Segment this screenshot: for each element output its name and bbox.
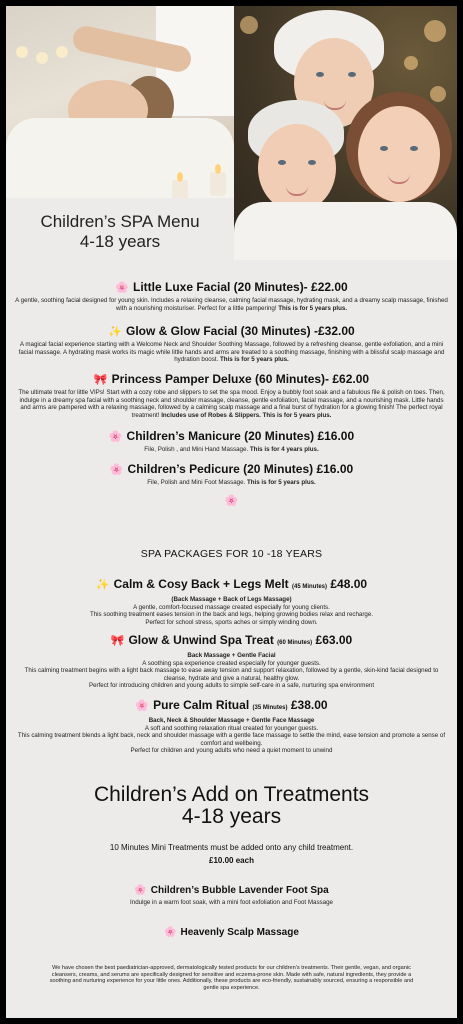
package-name: Calm & Cosy Back + Legs Melt: [113, 577, 289, 591]
treatment-pedicure: [14, 462, 449, 487]
addon-rule: 10 Minutes Mini Treatments must be added onto any child treatment.: [109, 843, 354, 852]
package-sub: Back Massage + Gentle Facial: [187, 652, 276, 659]
flower-icon: 🌸: [109, 464, 124, 476]
flower-divider-icon: 🌸: [224, 495, 239, 507]
treatment-name: Children’s Pedicure (20 Minutes) £16.00: [127, 462, 354, 476]
ribbon-icon: 🎀: [110, 635, 125, 647]
package-line: A gentle, comfort-focused massage created especially for young clients.: [133, 603, 330, 611]
addon-desc: Indulge in a warm foot soak, with a mini foot exfoliation and Foot Massage: [130, 899, 333, 906]
package-sub: Back, Neck & Shoulder Massage + Gentle Face Massage: [148, 717, 315, 724]
package-calm-cosy: [14, 577, 449, 626]
package-glow-unwind: [14, 633, 449, 690]
menu-page: [6, 6, 457, 1018]
addon-foot-spa: [14, 884, 449, 907]
treatment-glow-glow: [14, 324, 449, 364]
package-price: £63.00: [315, 633, 353, 647]
divider: [14, 491, 449, 509]
menu-title: Children’s SPA Menu: [40, 212, 200, 231]
flower-icon: 🌸: [135, 700, 150, 712]
treatment-age-note: This is for 5 years plus.: [219, 356, 289, 364]
treatment-desc: A gentle, soothing facial designed for young skin. Includes a relaxing cleanse, calming facial massage, hydrating mask, and a dreamy scalp massage, finished with a nourishing moisturiser. Perfect for a little pampering!: [15, 297, 448, 312]
spa-photo-three-girls: [234, 6, 457, 260]
menu-ages: 4-18 years: [79, 232, 161, 251]
treatment-age-note: This is for 5 years plus.: [278, 304, 348, 312]
package-name: Pure Calm Ritual: [153, 698, 250, 712]
treatment-desc: The ultimate treat for little VIPs! Start with a cozy robe and slippers to set the spa mood. Enjoy a bubbly foot soak and a fabulous file & polish on toes. Then, indulge in a dreamy spa facial with a soothing neck and shoulder massage, cleanse, gentle exfoliation, facial massage, and a nourishing mask. Little hands and arms are pampered with a relaxing massage, followed by a calming scalp massage and a final burst of hydration for a glowing finish! The perfect royal treatment!: [18, 389, 445, 419]
flower-icon: 🌸: [115, 282, 129, 294]
package-line: A soft and soothing relaxation ritual created for younger guests.: [144, 724, 319, 732]
treatment-name: Children’s Manicure (20 Minutes) £16.00: [126, 429, 355, 443]
package-duration: (45 Minutes): [292, 584, 328, 590]
treatment-name: Little Luxe Facial (20 Minutes)- £22.00: [132, 280, 348, 294]
spa-photo-child-facial: [6, 6, 234, 198]
treatment-age-note: This is for 5 years plus.: [246, 479, 316, 486]
sparkles-icon: ✨: [108, 326, 122, 338]
package-sub: (Back Massage + Back of Legs Massage): [171, 596, 292, 603]
package-line: Perfect for introducing children and young adults to simple self-care in a safe, nurturing spa environment: [88, 682, 375, 690]
product-footnote: We have chosen the best paediatrician-approved, dermatologically tested products for our children’s treatments. Their gentle, vegan, and organic cleansers, creams, and serums are specifically designed for sensitive and eczema-prone skin. Made with safe, natural ingredients, they provide a soothing and nurturing experience for your little ones. Additionally, these products are eco-friendly, sustainably sourced, ensuring a responsible and gentle spa experience.: [49, 965, 414, 991]
flower-icon: 🌸: [134, 885, 147, 896]
treatment-desc: File, Polish and Mini Foot Massage.: [147, 479, 246, 486]
package-duration: (60 Minutes): [277, 640, 313, 646]
treatment-princess-pamper: [14, 372, 449, 419]
treatment-age-note: Includes use of Robes & Slippers. This is for 5 years plus.: [161, 411, 332, 419]
package-price: £48.00: [330, 577, 368, 591]
addon-scalp-massage: [14, 926, 449, 940]
package-line: This soothing treatment eases tension in the back and legs, helping growing bodies relax and recharge.: [89, 611, 374, 619]
treatment-desc: File, Polish , and Mini Hand Massage.: [144, 446, 249, 453]
addon-name: Children’s Bubble Lavender Foot Spa: [150, 885, 329, 896]
package-line: A soothing spa experience created especially for younger guests.: [142, 659, 321, 667]
treatment-desc: A magical facial experience starting with a Welcome Neck and Shoulder Soothing Massage, followed by a refreshing cleanse, gentle exfoliation, and a mini facial massage. A hydrating mask works its magic while little hands and arms are treated to a soothing massage, finishing with a blissful scalp massage and hydration boost.: [18, 341, 445, 364]
sparkles-icon: ✨: [95, 579, 110, 591]
package-pure-calm: [14, 698, 449, 755]
ribbon-icon: 🎀: [93, 374, 108, 386]
addon-title: Children’s Add on Treatments: [93, 783, 370, 806]
treatment-manicure: [14, 429, 449, 454]
addon-name: Heavenly Scalp Massage: [180, 927, 299, 938]
treatment-little-luxe: [14, 280, 449, 312]
package-line: This calming treatment begins with a light back massage to ease away tension and support relaxation, followed by a gentle, skin-kind facial designed to cleanse, hydrate and give a natural, healthy glow.: [24, 667, 439, 682]
flower-icon: 🌸: [164, 927, 177, 938]
packages-heading: SPA PACKAGES FOR 10 -18 YEARS: [140, 548, 323, 560]
flower-icon: 🌸: [108, 431, 123, 443]
treatment-name: Princess Pamper Deluxe (60 Minutes)- £62.00: [111, 372, 370, 386]
package-price: £38.00: [290, 698, 328, 712]
treatment-age-note: This is for 4 years plus.: [249, 446, 319, 453]
package-line: Perfect for school stress, sports aches or simply winding down.: [145, 618, 318, 626]
package-line: Perfect for children and young adults who need a quiet moment to unwind: [130, 747, 333, 755]
package-name: Glow & Unwind Spa Treat: [128, 633, 274, 647]
addon-ages: 4-18 years: [181, 805, 282, 828]
package-duration: (35 Minutes): [252, 705, 288, 711]
addon-price: £10.00 each: [209, 856, 254, 865]
treatment-name: Glow & Glow Facial (30 Minutes) -£32.00: [125, 324, 355, 338]
package-line: This calming treatment blends a light back, neck and shoulder massage with a gentle face massage to settle the mind, ease tension and promote a sense of comfort and wellbeing.: [17, 732, 446, 747]
